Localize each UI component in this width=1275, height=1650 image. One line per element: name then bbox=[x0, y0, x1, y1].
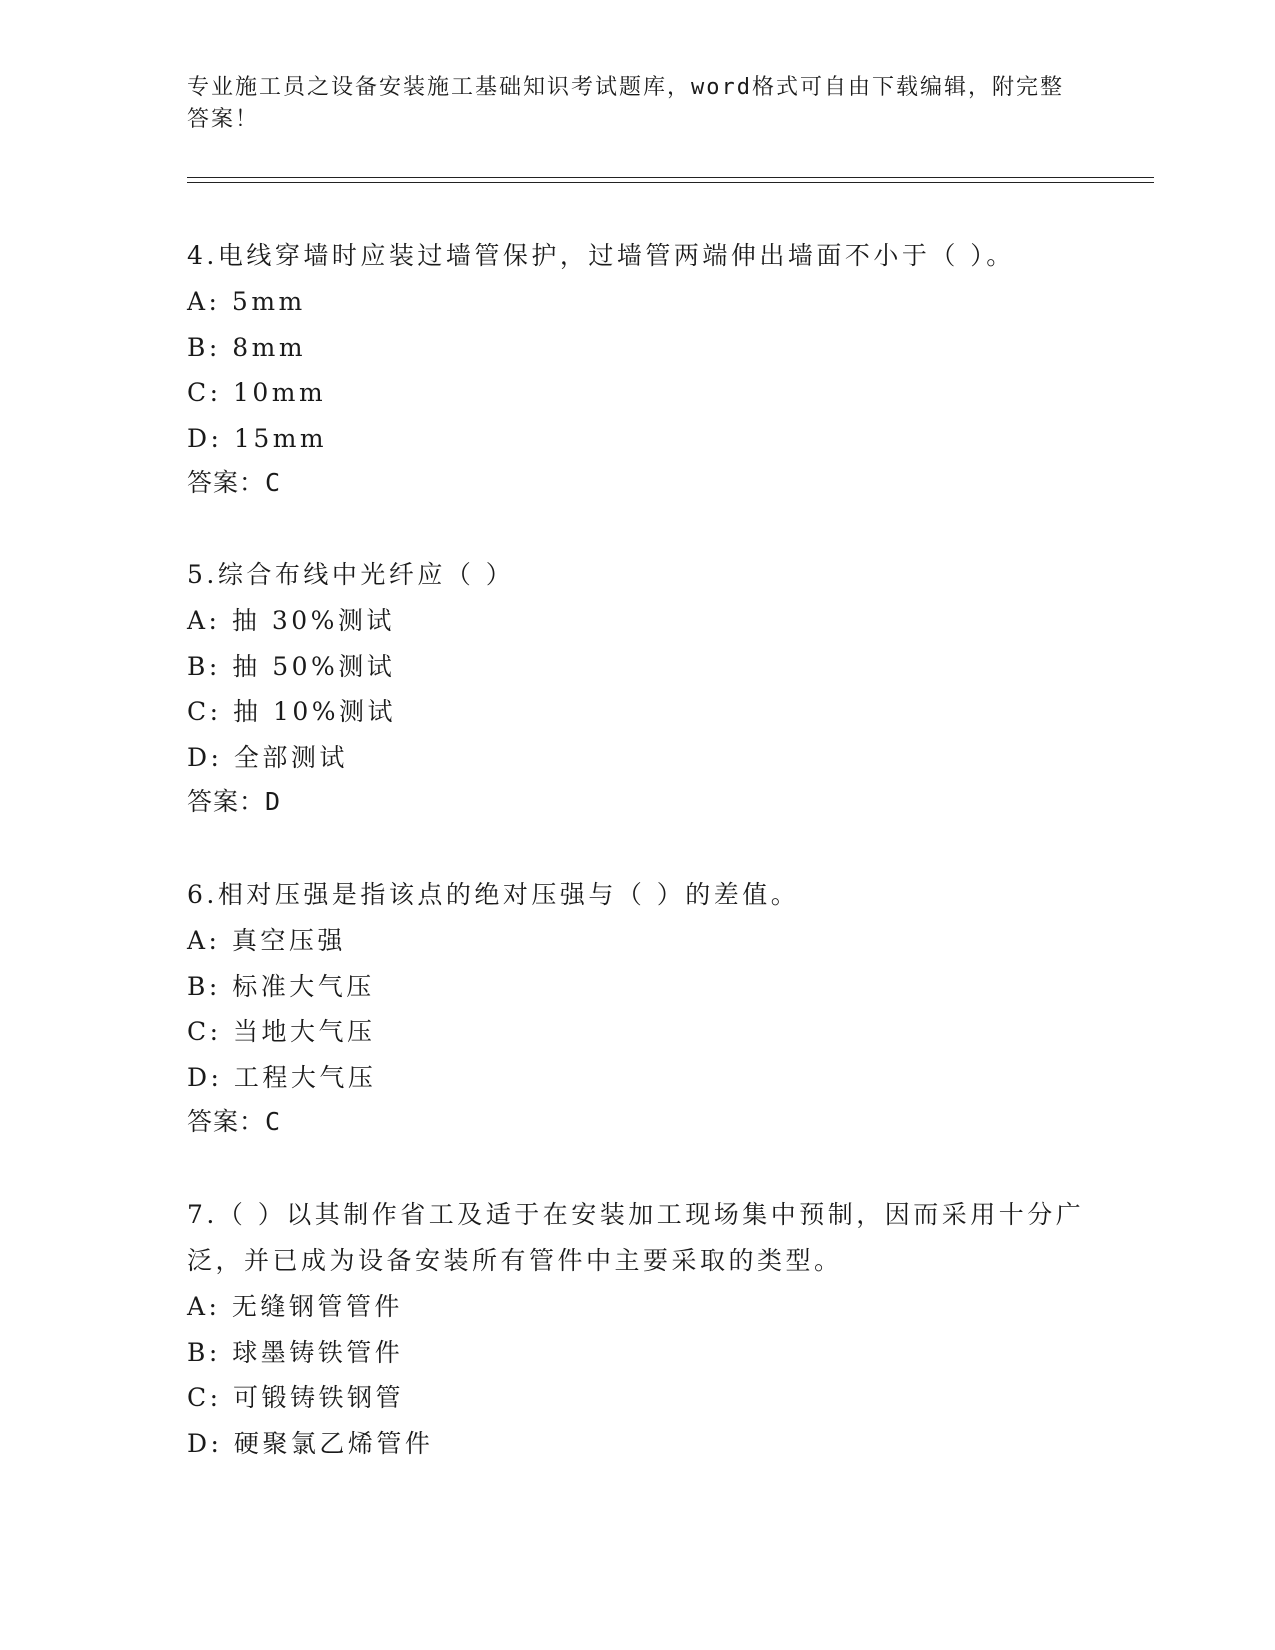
answer-text: 答案：C bbox=[187, 468, 282, 497]
header-divider-line-double bbox=[187, 182, 1154, 183]
option-c: C: 可锻铸铁钢管 bbox=[187, 1383, 404, 1412]
option-a: A: 无缝钢管管件 bbox=[187, 1292, 403, 1321]
option-d: D: 硬聚氯乙烯管件 bbox=[187, 1428, 434, 1458]
option-c: C: 当地大气压 bbox=[187, 1017, 376, 1046]
option-b: B: 8mm bbox=[187, 332, 307, 362]
option-d: D: 15mm bbox=[187, 423, 328, 453]
option-d: D: 全部测试 bbox=[187, 742, 348, 772]
header-divider-line bbox=[187, 177, 1154, 178]
question-stem: 5.综合布线中光纤应（ ） bbox=[187, 560, 515, 589]
question-6 bbox=[187, 872, 1087, 1144]
question-4 bbox=[187, 233, 1087, 505]
option-d: D: 工程大气压 bbox=[187, 1062, 377, 1092]
option-a: A: 真空压强 bbox=[187, 926, 346, 955]
option-b: B: 抽 50%测试 bbox=[187, 651, 396, 681]
option-c: C: 10mm bbox=[187, 378, 327, 407]
answer-text: 答案：D bbox=[187, 787, 282, 816]
question-stem: 7.（ ）以其制作省工及适于在安装加工现场集中预制，因而采用十分广泛，并已成为设备安装所有管件中主要采取的类型。 bbox=[187, 1200, 1085, 1275]
question-stem: 4.电线穿墙时应装过墙管保护，过墙管两端伸出墙面不小于（ ）。 bbox=[187, 241, 1015, 270]
document-header-title: 专业施工员之设备安装施工基础知识考试题库，word格式可自由下载编辑，附完整答案！ bbox=[187, 75, 1064, 132]
option-c: C: 抽 10%测试 bbox=[187, 697, 397, 726]
answer-text: 答案：C bbox=[187, 1107, 282, 1136]
question-5 bbox=[187, 552, 1087, 824]
question-stem: 6.相对压强是指该点的绝对压强与（ ）的差值。 bbox=[187, 880, 800, 909]
option-a: A: 抽 30%测试 bbox=[187, 606, 395, 635]
option-a: A: 5mm bbox=[187, 287, 306, 316]
option-b: B: 标准大气压 bbox=[187, 971, 375, 1001]
question-7 bbox=[187, 1192, 1087, 1466]
option-b: B: 球墨铸铁管件 bbox=[187, 1337, 404, 1367]
